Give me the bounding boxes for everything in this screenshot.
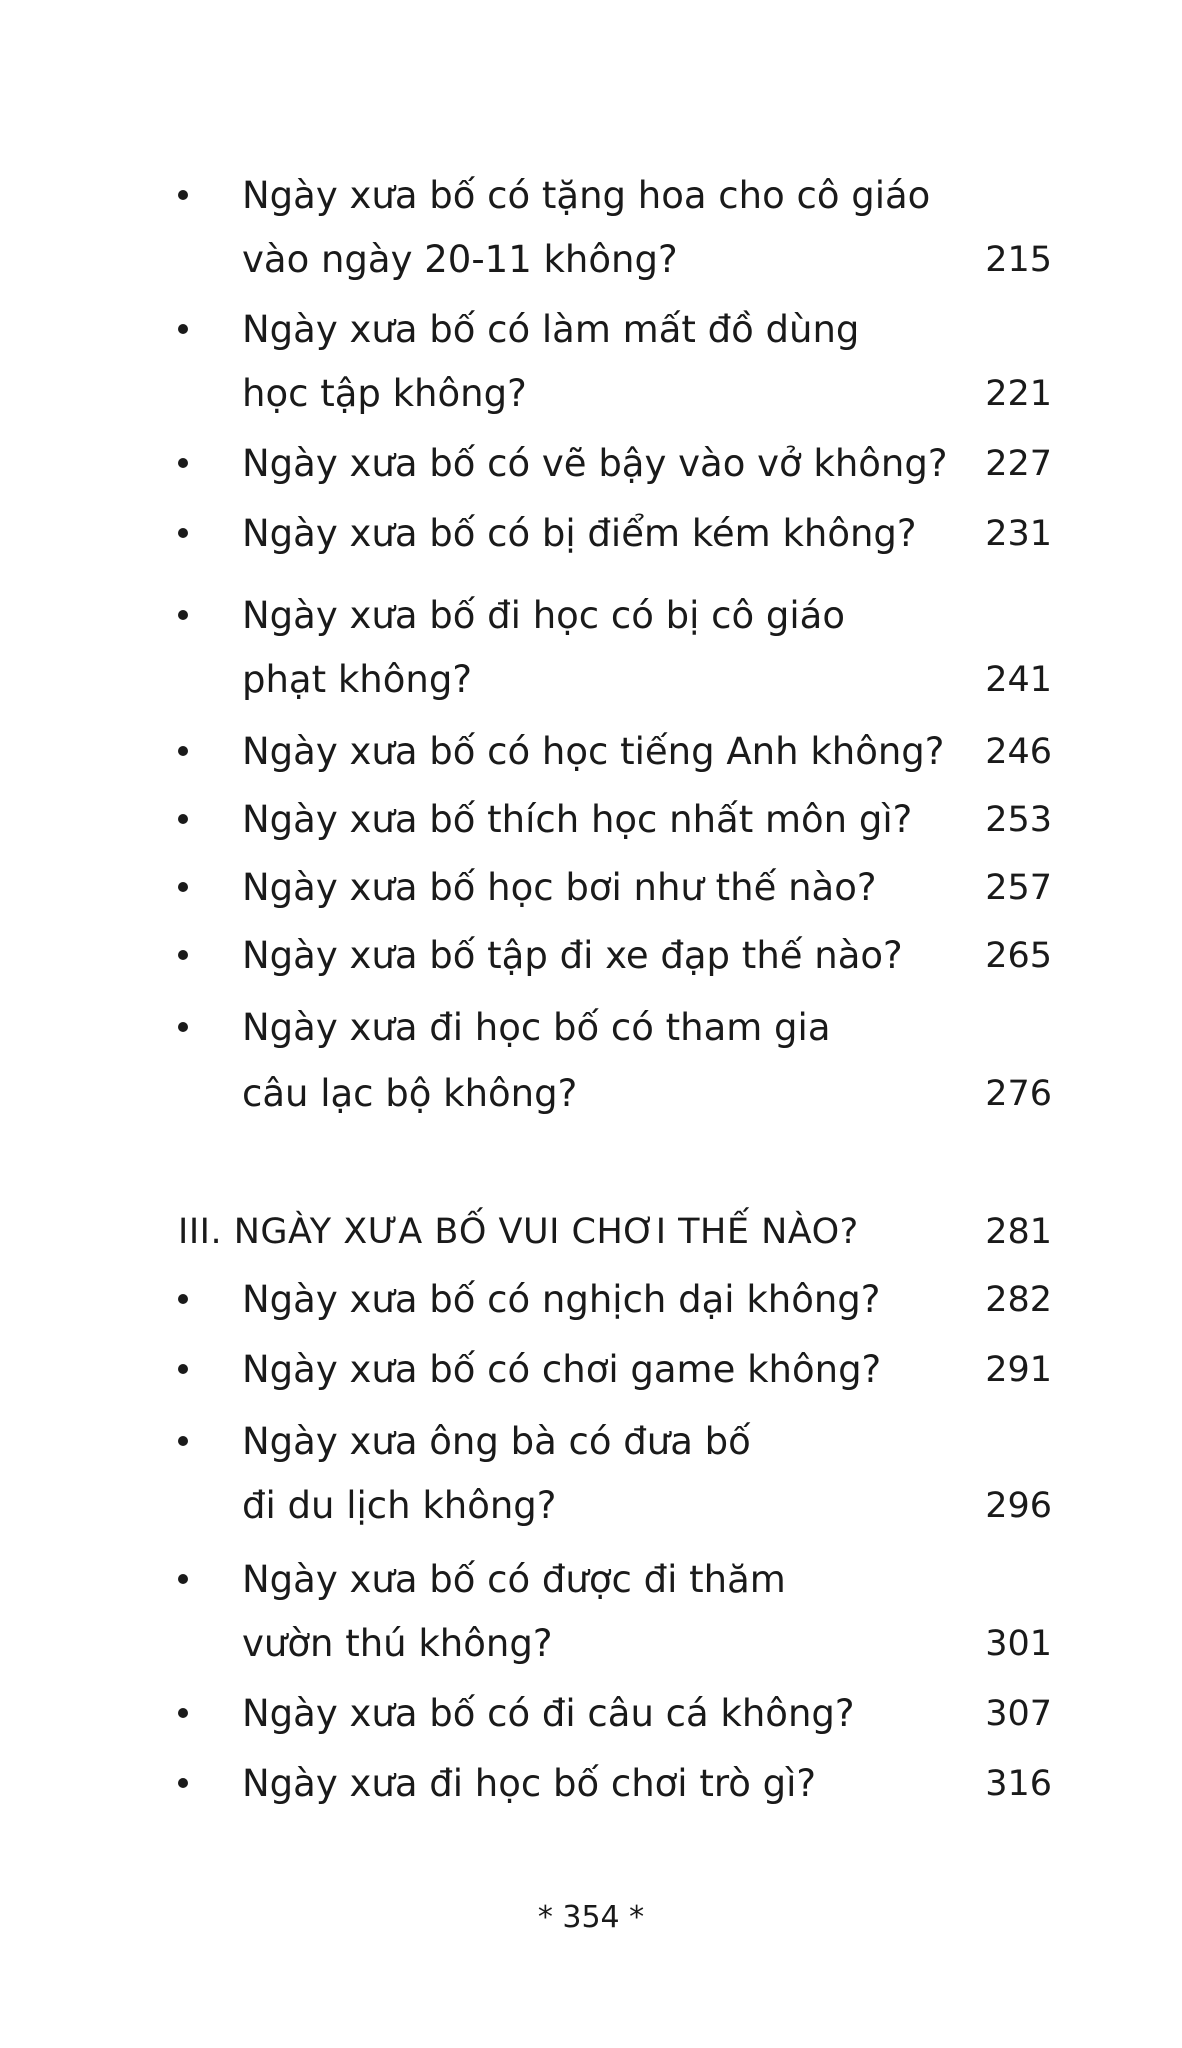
toc-entry <box>0 1000 1182 1060</box>
entry-title: Ngày xưa bố thích học nhất môn gì? <box>242 798 913 841</box>
entry-title: Ngày xưa bố có được đi thăm <box>242 1558 786 1601</box>
toc-entry <box>0 724 1182 784</box>
section-page: 281 <box>985 1212 1052 1252</box>
bullet-icon <box>178 610 188 620</box>
entry-title: Ngày xưa bố có bị điểm kém không? <box>242 512 917 555</box>
entry-title: Ngày xưa bố đi học có bị cô giáo <box>242 594 845 637</box>
entry-title: Ngày xưa bố có đi câu cá không? <box>242 1692 855 1735</box>
entry-title: Ngày xưa bố tập đi xe đạp thế nào? <box>242 934 903 977</box>
entry-title: vườn thú không? <box>242 1622 553 1665</box>
bullet-icon <box>178 746 188 756</box>
entry-page: 307 <box>985 1694 1052 1734</box>
entry-page: 246 <box>985 732 1052 772</box>
bullet-icon <box>178 1778 188 1788</box>
entry-title: vào ngày 20-11 không? <box>242 238 678 281</box>
entry-page: 253 <box>985 800 1052 840</box>
toc-entry <box>0 1342 1182 1402</box>
bullet-icon <box>178 814 188 824</box>
toc-entry <box>0 1686 1182 1746</box>
entry-page: 291 <box>985 1350 1052 1390</box>
bullet-icon <box>178 1364 188 1374</box>
toc-entry <box>0 860 1182 920</box>
entry-page: 296 <box>985 1486 1052 1526</box>
bullet-icon <box>178 950 188 960</box>
entry-page: 282 <box>985 1280 1052 1320</box>
entry-page: 301 <box>985 1624 1052 1664</box>
toc-entry <box>0 792 1182 852</box>
toc-entry <box>0 436 1182 496</box>
bullet-icon <box>178 528 188 538</box>
bullet-icon <box>178 458 188 468</box>
toc-entry-continuation <box>0 366 1182 426</box>
bullet-icon <box>178 1022 188 1032</box>
entry-page: 265 <box>985 936 1052 976</box>
entry-title: Ngày xưa đi học bố chơi trò gì? <box>242 1762 817 1805</box>
toc-entry-continuation <box>0 1616 1182 1676</box>
bullet-icon <box>178 1574 188 1584</box>
entry-title: đi du lịch không? <box>242 1484 557 1527</box>
page-footer-number: * 354 * <box>537 1900 645 1935</box>
toc-entry <box>0 506 1182 566</box>
bullet-icon <box>178 324 188 334</box>
toc-entry <box>0 1756 1182 1816</box>
entry-title: Ngày xưa đi học bố có tham gia <box>242 1006 831 1049</box>
entry-title: Ngày xưa ông bà có đưa bố <box>242 1420 751 1463</box>
entry-page: 221 <box>985 374 1052 414</box>
bullet-icon <box>178 1708 188 1718</box>
entry-page: 276 <box>985 1074 1052 1114</box>
bullet-icon <box>178 1436 188 1446</box>
bullet-icon <box>178 882 188 892</box>
entry-title: Ngày xưa bố có làm mất đồ dùng <box>242 308 860 351</box>
entry-page: 227 <box>985 444 1052 484</box>
entry-title: Ngày xưa bố học bơi như thế nào? <box>242 866 877 909</box>
toc-entry <box>0 1552 1182 1612</box>
entry-title: Ngày xưa bố có học tiếng Anh không? <box>242 730 945 773</box>
entry-title: câu lạc bộ không? <box>242 1072 578 1115</box>
entry-page: 257 <box>985 868 1052 908</box>
bullet-icon <box>178 190 188 200</box>
entry-page: 231 <box>985 514 1052 554</box>
toc-entry-continuation <box>0 232 1182 292</box>
entry-title: Ngày xưa bố có tặng hoa cho cô giáo <box>242 174 931 217</box>
toc-entry <box>0 302 1182 362</box>
entry-title: học tập không? <box>242 372 527 415</box>
toc-entry <box>0 588 1182 648</box>
entry-title: Ngày xưa bố có chơi game không? <box>242 1348 882 1391</box>
toc-entry <box>0 1414 1182 1474</box>
toc-entry-continuation <box>0 1066 1182 1126</box>
entry-page: 316 <box>985 1764 1052 1804</box>
entry-title: phạt không? <box>242 658 472 701</box>
entry-page: 241 <box>985 660 1052 700</box>
toc-entry <box>0 928 1182 988</box>
section-heading <box>0 1204 1182 1264</box>
entry-page: 215 <box>985 240 1052 280</box>
toc-entry-continuation <box>0 1478 1182 1538</box>
bullet-icon <box>178 1294 188 1304</box>
toc-entry-continuation <box>0 652 1182 712</box>
entry-title: Ngày xưa bố có vẽ bậy vào vở không? <box>242 442 948 485</box>
section-title: III. NGÀY XƯA BỐ VUI CHƠI THẾ NÀO? <box>178 1212 859 1252</box>
entry-title: Ngày xưa bố có nghịch dại không? <box>242 1278 881 1321</box>
toc-entry <box>0 1272 1182 1332</box>
toc-entry <box>0 168 1182 228</box>
